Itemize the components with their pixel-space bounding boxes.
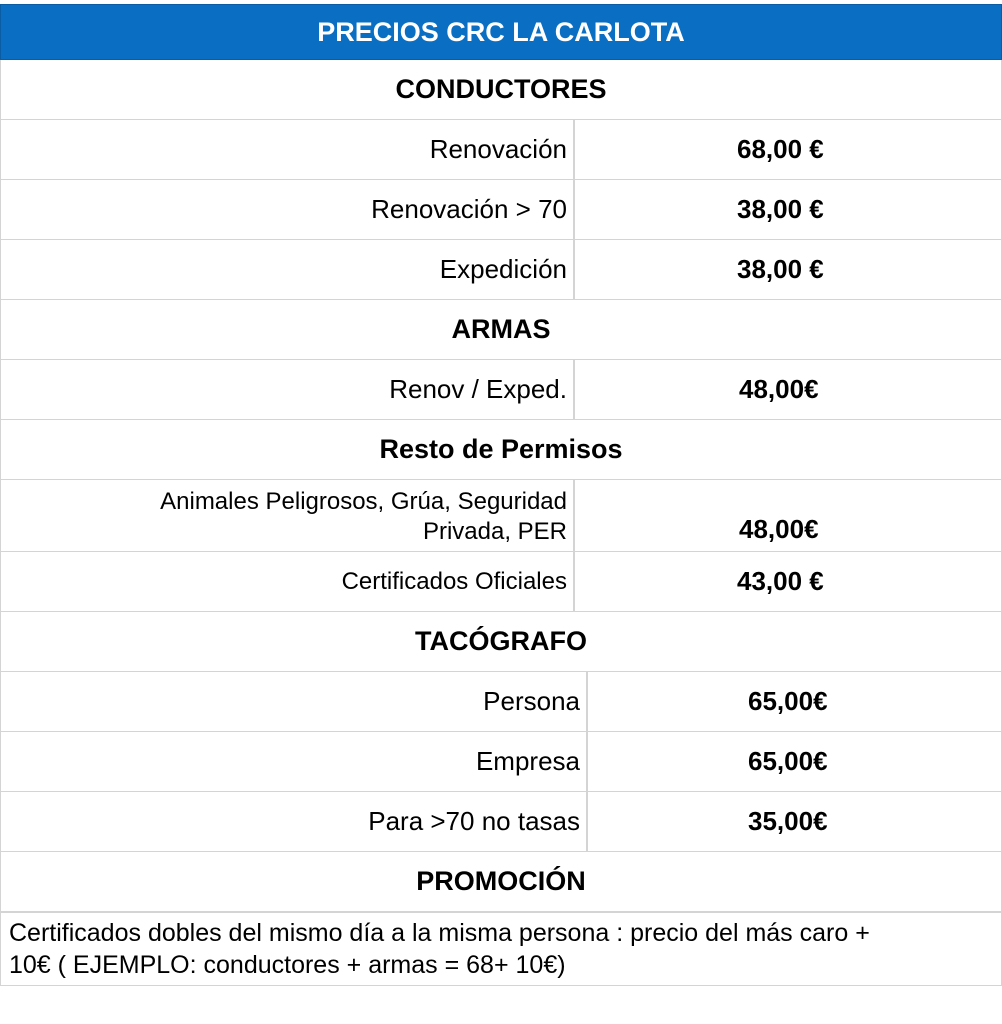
section-header-armas: ARMAS bbox=[0, 300, 1002, 360]
row-price: 65,00€ bbox=[748, 746, 828, 776]
row-price: 48,00€ bbox=[739, 514, 819, 544]
price-row-persona bbox=[0, 672, 1002, 732]
row-price: 68,00 € bbox=[737, 134, 824, 164]
promo-text-line1: Certificados dobles del mismo día a la misma persona : precio del más caro + bbox=[9, 919, 870, 947]
price-row-renov-exped bbox=[0, 360, 1002, 420]
row-price: 35,00€ bbox=[748, 806, 828, 836]
row-label: Para >70 no tasas bbox=[1, 792, 588, 851]
row-label: Certificados Oficiales bbox=[1, 552, 575, 611]
promo-text bbox=[0, 912, 1002, 986]
section-header-resto-permisos: Resto de Permisos bbox=[0, 420, 1002, 480]
row-label: Empresa bbox=[1, 732, 588, 791]
row-label-line1: Animales Peligrosos, Grúa, Seguridad bbox=[160, 488, 567, 515]
section-header-promocion: PROMOCIÓN bbox=[0, 852, 1002, 912]
row-label-line2: Privada, PER bbox=[422, 518, 567, 545]
section-header-tacografo: TACÓGRAFO bbox=[0, 612, 1002, 672]
price-row-renovacion-70 bbox=[0, 180, 1002, 240]
row-price: 38,00 € bbox=[737, 254, 824, 284]
row-label: Renov / Exped. bbox=[1, 360, 575, 419]
promo-text-line2: 10€ ( EJEMPLO: conductores + armas = 68+ 10€) bbox=[9, 951, 566, 979]
row-price: 48,00€ bbox=[739, 374, 819, 404]
row-label: Renovación > 70 bbox=[1, 180, 575, 239]
row-label: Renovación bbox=[1, 120, 575, 179]
price-row-renovacion bbox=[0, 120, 1002, 180]
row-label: Expedición bbox=[1, 240, 575, 299]
price-row-empresa bbox=[0, 732, 1002, 792]
row-price: 38,00 € bbox=[737, 194, 824, 224]
page-title: PRECIOS CRC LA CARLOTA bbox=[0, 4, 1002, 60]
row-label: Persona bbox=[1, 672, 588, 731]
price-row-animales-peligrosos bbox=[0, 480, 1002, 552]
row-price: 65,00€ bbox=[748, 686, 828, 716]
row-label bbox=[1, 480, 575, 551]
price-row-expedicion bbox=[0, 240, 1002, 300]
price-row-certificados-oficiales bbox=[0, 552, 1002, 612]
section-header-conductores: CONDUCTORES bbox=[0, 60, 1002, 120]
row-price: 43,00 € bbox=[737, 566, 824, 596]
price-row-mayores-70 bbox=[0, 792, 1002, 852]
